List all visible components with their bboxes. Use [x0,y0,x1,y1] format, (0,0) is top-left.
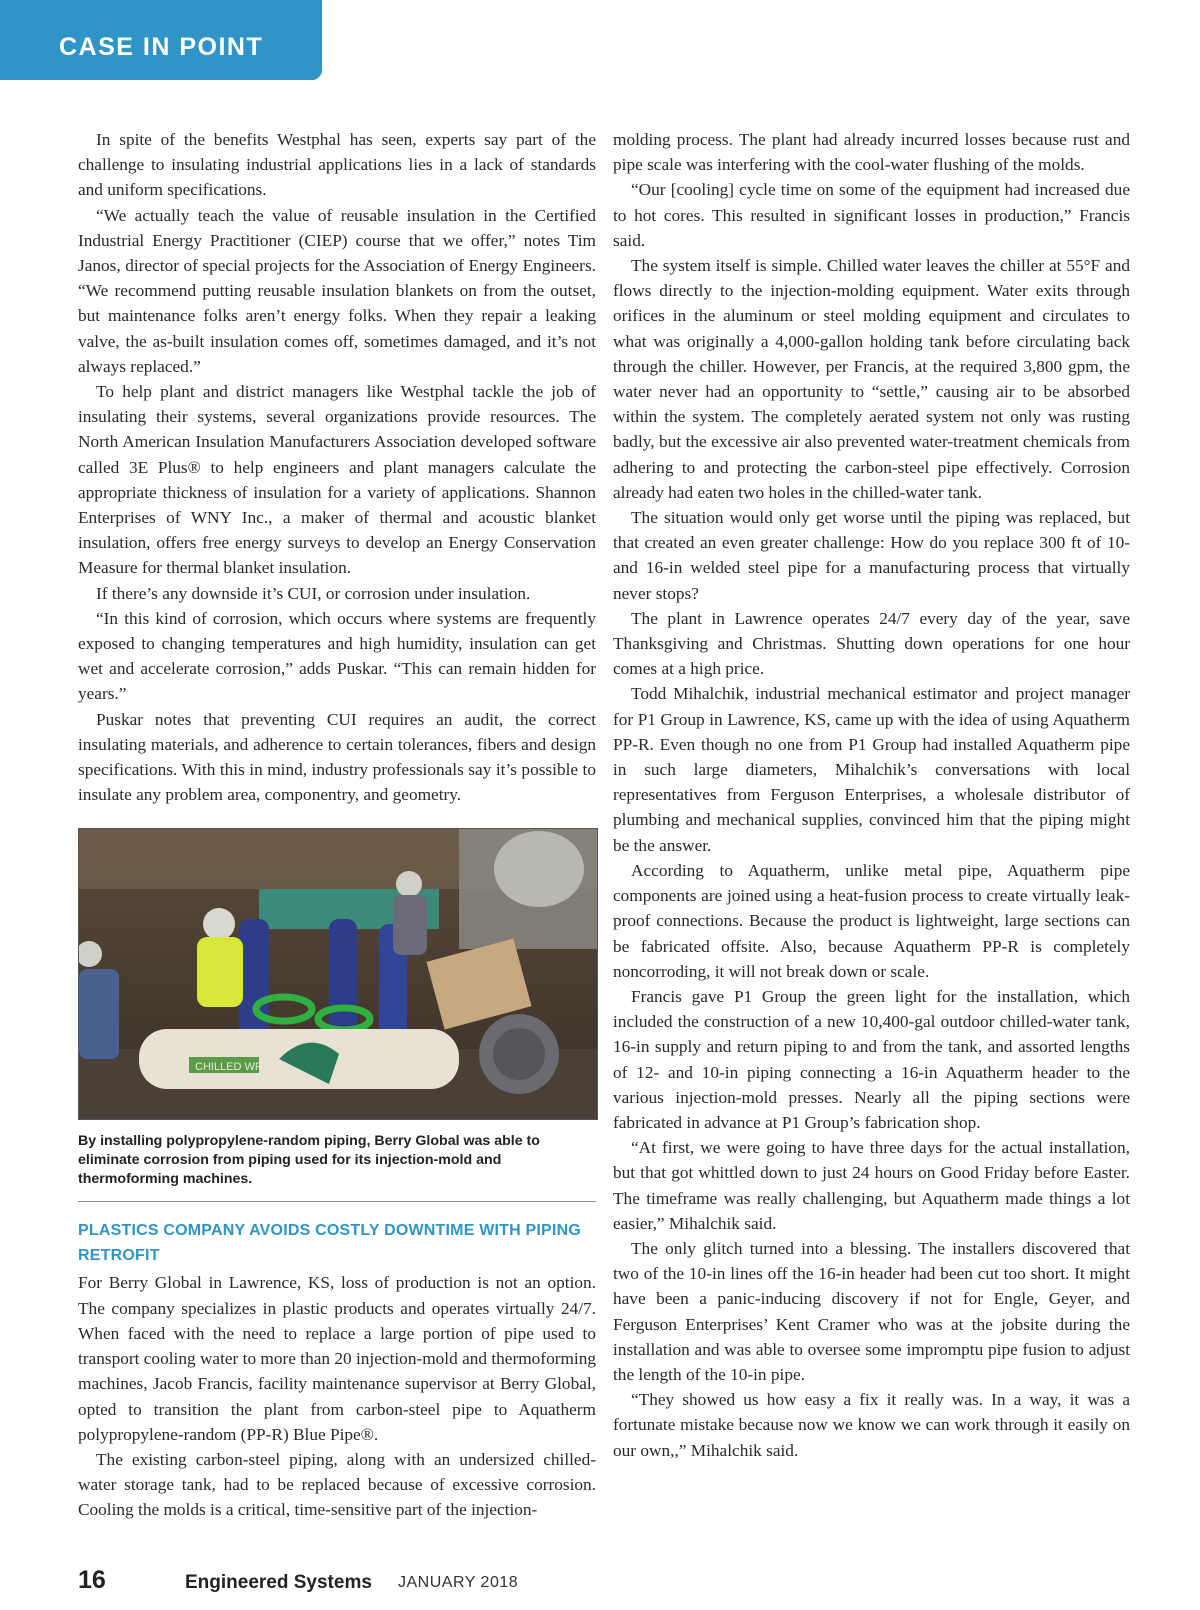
left-column [78,127,596,1523]
paragraph: “They showed us how easy a fix it really was. In a way, it was a fortunate mistake because now we know we can work through it easily on our own,,” Mihalchik said. [613,1390,1130,1460]
section-label: CASE IN POINT [59,33,264,61]
paragraph: “Our [cooling] cycle time on some of the equipment had increased due to hot cores. This resulted in significant losses in production,” Francis said. [613,180,1130,250]
paragraph: molding process. The plant had already incurred losses because rust and pipe scale was interfering with the cool-water flushing of the molds. [613,130,1130,175]
paragraph: If there’s any downside it’s CUI, or corrosion under insulation. [96,583,531,603]
paragraph: To help plant and district managers like Westphal tackle the job of insulating their systems, several organizations provide resources. The North American Insulation Manufacturers Association developed software called 3E Plus® to help engineers and plant managers calculate the appropriate thickness of insulation for a variety of applications. Shannon Enterprises of WNY Inc., a maker of thermal and acoustic blanket insulation, offers free energy surveys to develop an Energy Conservation Measure for thermal blanket insulation. [78,382,596,578]
section-heading: PLASTICS COMPANY AVOIDS COSTLY DOWNTIME WITH PIPING RETROFIT [78,1222,581,1265]
paragraph: In spite of the benefits Westphal has seen, experts say part of the challenge to insulating industrial applications lies in a lack of standards and uniform specifications. [78,130,596,200]
paragraph: The only glitch turned into a blessing. The installers discovered that two of the 10-in lines off the 16-in header had been cut too short. It might have been a panic-inducing discovery if not for Engle, Geyer, and Ferguson Enterprises’ Kent Cramer who was at the jobsite during the installation and was able to oversee some impromptu pipe fusion to adjust the length of the 10-in pipe. [613,1238,1130,1384]
paragraph: Puskar notes that preventing CUI requires an audit, the correct insulating materials, and adherence to certain tolerances, fibers and design specifications. With this in mind, industry professionals say it’s possible to insulate any problem area, componentry, and geometry. [78,709,596,805]
paragraph: The plant in Lawrence operates 24/7 every day of the year, save Thanksgiving and Christmas. Shutting down operations for one hour comes at a high price. [613,608,1130,679]
publication-name: Engineered Systems [185,1572,372,1593]
paragraph: The system itself is simple. Chilled water leaves the chiller at 55°F and flows directly to the injection-molding equipment. Water exits through orifices in the aluminum or steel molding equipment and circulates to what was originally a 4,000-gallon holding tank before circulating back through the chiller. However, per Francis, at the required 3,800 gpm, the water never had an opportunity to “settle,” causing air to be absorbed within the system. The completely aerated system not only was rusting badly, but the excessive air also prevented water-treatment chemicals from adhering to and protecting the carbon-steel pipe effectively. Corrosion already had eaten two holes in the chilled-water tank. [613,256,1130,502]
paragraph: For Berry Global in Lawrence, KS, loss of production is not an option. The company specializes in plastic products and operates virtually 24/7. When faced with the need to replace a large portion of pipe used to transport cooling water to more than 20 injection-mold and thermoforming machines, Jacob Francis, facility maintenance supervisor at Berry Global, opted to transition the plant from carbon-steel pipe to Aquatherm polypropylene-random (PP-R) Blue Pipe®. [78,1273,596,1444]
paragraph: The situation would only get worse until the piping was replaced, but that created an even greater challenge: How do you replace 300 ft of 10- and 16-in welded steel pipe for a manufacturing process that virtually never stops? [613,508,1130,603]
paragraph: Francis gave P1 Group the green light for the installation, which included the construction of a new 10,400-gal outdoor chilled-water tank, 16-in supply and return piping to and from the tank, and assorted lengths of 12- and 10-in piping connecting a 16-in Aquatherm header to the various injection-mold presses. Nearly all the piping sections were fabricated in advance at P1 Group’s fabrication shop. [613,986,1130,1132]
page-number: 16 [78,1566,106,1594]
paragraph: The existing carbon-steel piping, along with an undersized chilled-water storage tank, had to be replaced because of excessive corrosion. Cooling the molds is a critical, time-sensitive part of the injection- [78,1449,596,1520]
paragraph: Todd Mihalchik, industrial mechanical estimator and project manager for P1 Group in Lawrence, KS, came up with the idea of using Aquatherm PP-R. Even though no one from P1 Group had installed Aquatherm pipe in such large diameters, Mihalchik’s conversations with local representatives from Ferguson Enterprises, a wholesale distributor of plumbing and mechanical supplies, convinced him that the piping might be the answer. [613,684,1130,855]
section-tab [0,0,322,80]
photo-caption: By installing polypropylene-random piping, Berry Global was able to eliminate corrosion from piping used for its injection-mold and thermoforming machines. [78,1132,596,1202]
paragraph: “We actually teach the value of reusable insulation in the Certified Industrial Energy Practitioner (CIEP) course that we offer,” notes Tim Janos, director of special projects for the Association of Energy Engineers. “We recommend putting reusable insulation blankets on from the outset, but maintenance folks aren’t energy folks. When they repair a leaking valve, the as-built insulation comes off, sometimes damaged, and it’s not always replaced.” [78,205,596,376]
photo-tag: CHILLED WR [195,1061,263,1074]
issue-date: JANUARY 2018 [398,1574,519,1591]
paragraph: “At first, we were going to have three days for the actual installation, but that got whittled down to just 24 hours on Good Friday before Easter. The timeframe was really challenging, but Aquatherm made things a lot easier,” Mihalchik said. [613,1138,1130,1233]
paragraph: “In this kind of corrosion, which occurs where systems are frequently exposed to changing temperatures and high humidity, insulation can get wet and accelerate corrosion,” adds Puskar. “This can remain hidden for years.” [78,608,596,704]
paragraph: According to Aquatherm, unlike metal pipe, Aquatherm pipe components are joined using a heat-fusion process to create virtually leak-proof connections. Because the product is lightweight, large sections can be fabricated offsite. Also, because Aquatherm PP-R is completely noncorroding, it will not break down or scale. [613,860,1130,981]
right-column [613,127,1130,1463]
installation-photo [78,828,598,1120]
